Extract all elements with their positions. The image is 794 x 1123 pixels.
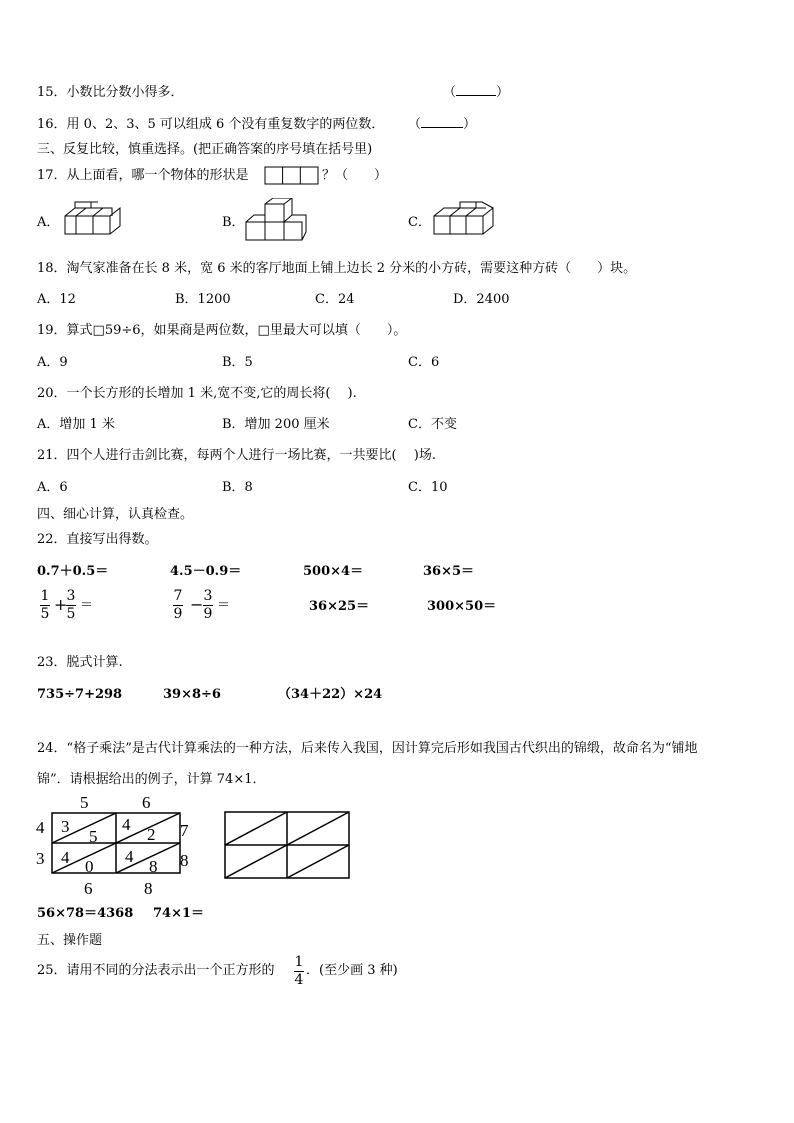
q15-answer-paren[interactable]: （ ） [443, 85, 510, 100]
lattice-example-grid [30, 792, 200, 902]
section-5-heading: 五、操作题 [37, 933, 103, 948]
q20-option-a[interactable]: A．增加 1 米 [37, 417, 115, 432]
lattice-top-digit-2: 6 [142, 793, 151, 812]
q15-text: 15．小数比分数小得多． [37, 85, 184, 100]
q16-text: 16．用 0、2、3、5 可以组成 6 个没有重复数字的两位数． [37, 117, 385, 132]
q20-option-b[interactable]: B．增加 200 厘米 [222, 417, 330, 432]
section-4-heading: 四、细心计算，认真检查。 [37, 507, 194, 522]
q25-tail: ．(至少画 3 种) [306, 963, 398, 978]
q21-option-b[interactable]: B．8 [222, 480, 253, 495]
q22-item-8: 300×50＝ [427, 599, 497, 614]
q24-line2: 锦”．请根据给出的例子，计算 74×1． [37, 772, 266, 787]
q23-text: 23．脱式计算. [37, 655, 123, 670]
q22-frac1-b: 3 5 [66, 588, 76, 622]
q21-option-c[interactable]: C．10 [408, 480, 448, 495]
lattice-blank-grid[interactable] [222, 808, 354, 884]
q17-option-a-cubes [58, 200, 124, 238]
lattice-cell-2-tens: 4 [122, 815, 131, 834]
q23-item-2: 39×8÷6 [163, 687, 221, 702]
q24-example-result: 56×78＝4368 [37, 906, 134, 921]
lattice-cell-3-ones: 0 [85, 857, 94, 876]
q18-option-d[interactable]: D．2400 [453, 292, 510, 307]
lattice-cell-3-tens: 4 [61, 848, 70, 867]
q23-item-1: 735÷7+298 [37, 687, 123, 702]
lattice-left-digit-2: 3 [36, 849, 45, 868]
lattice-cell-2-ones: 2 [147, 825, 156, 844]
q19-text: 19．算式□59÷6，如果商是两位数，□里最大可以填（ ）。 [37, 323, 407, 338]
q19-option-a[interactable]: A．9 [37, 355, 68, 370]
lattice-left-digit-1: 4 [36, 818, 45, 837]
q22-text: 22．直接写出得数。 [37, 532, 158, 547]
q18-option-a[interactable]: A．12 [37, 292, 76, 307]
q21-option-a[interactable]: A．6 [37, 480, 68, 495]
q17-option-b[interactable]: B． [222, 215, 245, 230]
q22-frac2-a: 7 9 [173, 588, 183, 622]
q25-text: 25．请用不同的分法表示出一个正方形的 [37, 963, 275, 978]
q20-text: 20．一个长方形的长增加 1 米,宽不变,它的周长将( ). [37, 386, 357, 401]
q19-option-b[interactable]: B．5 [222, 355, 253, 370]
lattice-cell-4-tens: 4 [125, 847, 134, 866]
q24-task: 74×1＝ [153, 906, 205, 921]
q21-text: 21．四个人进行击剑比赛，每两个人进行一场比赛，一共要比( )场. [37, 448, 436, 463]
section-3-heading: 三、反复比较，慎重选择。(把正确答案的序号填在括号里) [37, 142, 373, 157]
q18-option-b[interactable]: B．1200 [175, 292, 231, 307]
q17-option-a[interactable]: A． [37, 215, 60, 230]
lattice-right-digit-1: 7 [180, 821, 189, 840]
q22-frac1-a: 1 5 [40, 588, 50, 622]
q22-frac1-op: + [54, 595, 68, 614]
q22-item-3: 500×4＝ [303, 564, 364, 579]
q23-item-3: （34＋22）×24 [278, 687, 383, 702]
q22-frac2-eq: ＝ [217, 598, 231, 613]
lattice-top-digit-1: 5 [80, 793, 89, 812]
q22-item-4: 36×5＝ [423, 564, 475, 579]
q24-line1: 24．“格子乘法”是古代计算乘法的一种方法，后来传入我国，因计算完后形如我国古代织出的锦缎，故命名为“铺地 [37, 741, 698, 756]
q17-option-b-cubes [244, 198, 308, 244]
q22-frac2-op: − [190, 595, 204, 614]
q17-tail: ？（ ） [322, 168, 388, 183]
q17-option-c-cubes [430, 200, 498, 238]
q17-option-c[interactable]: C． [408, 215, 431, 230]
q18-option-c[interactable]: C．24 [315, 292, 355, 307]
q22-item-7: 36×25＝ [309, 599, 370, 614]
q20-option-c[interactable]: C．不变 [408, 417, 457, 432]
q18-text: 18．淘气家准备在长 8 米，宽 6 米的客厅地面上铺上边长 2 分米的小方砖，需要这种方砖（ ）块。 [37, 261, 637, 276]
q17-top-view-shape [264, 166, 320, 186]
q22-item-2: 4.5－0.9＝ [170, 564, 242, 579]
lattice-right-digit-2: 8 [180, 851, 189, 870]
q19-option-c[interactable]: C．6 [408, 355, 440, 370]
q16-answer-paren[interactable]: （ ） [408, 117, 477, 132]
lattice-bottom-digit-1: 6 [84, 879, 93, 898]
q22-frac2-b: 3 9 [203, 588, 213, 622]
q25-fraction: 1 4 [294, 954, 304, 988]
lattice-cell-4-ones: 8 [149, 857, 158, 876]
lattice-cell-1-tens: 3 [61, 817, 70, 836]
lattice-bottom-digit-2: 8 [144, 879, 153, 898]
q22-frac1-eq: ＝ [80, 598, 94, 613]
lattice-cell-1-ones: 5 [89, 827, 98, 846]
q22-item-1: 0.7＋0.5＝ [37, 564, 109, 579]
q17-text: 17．从上面看，哪一个物体的形状是 [37, 168, 249, 183]
